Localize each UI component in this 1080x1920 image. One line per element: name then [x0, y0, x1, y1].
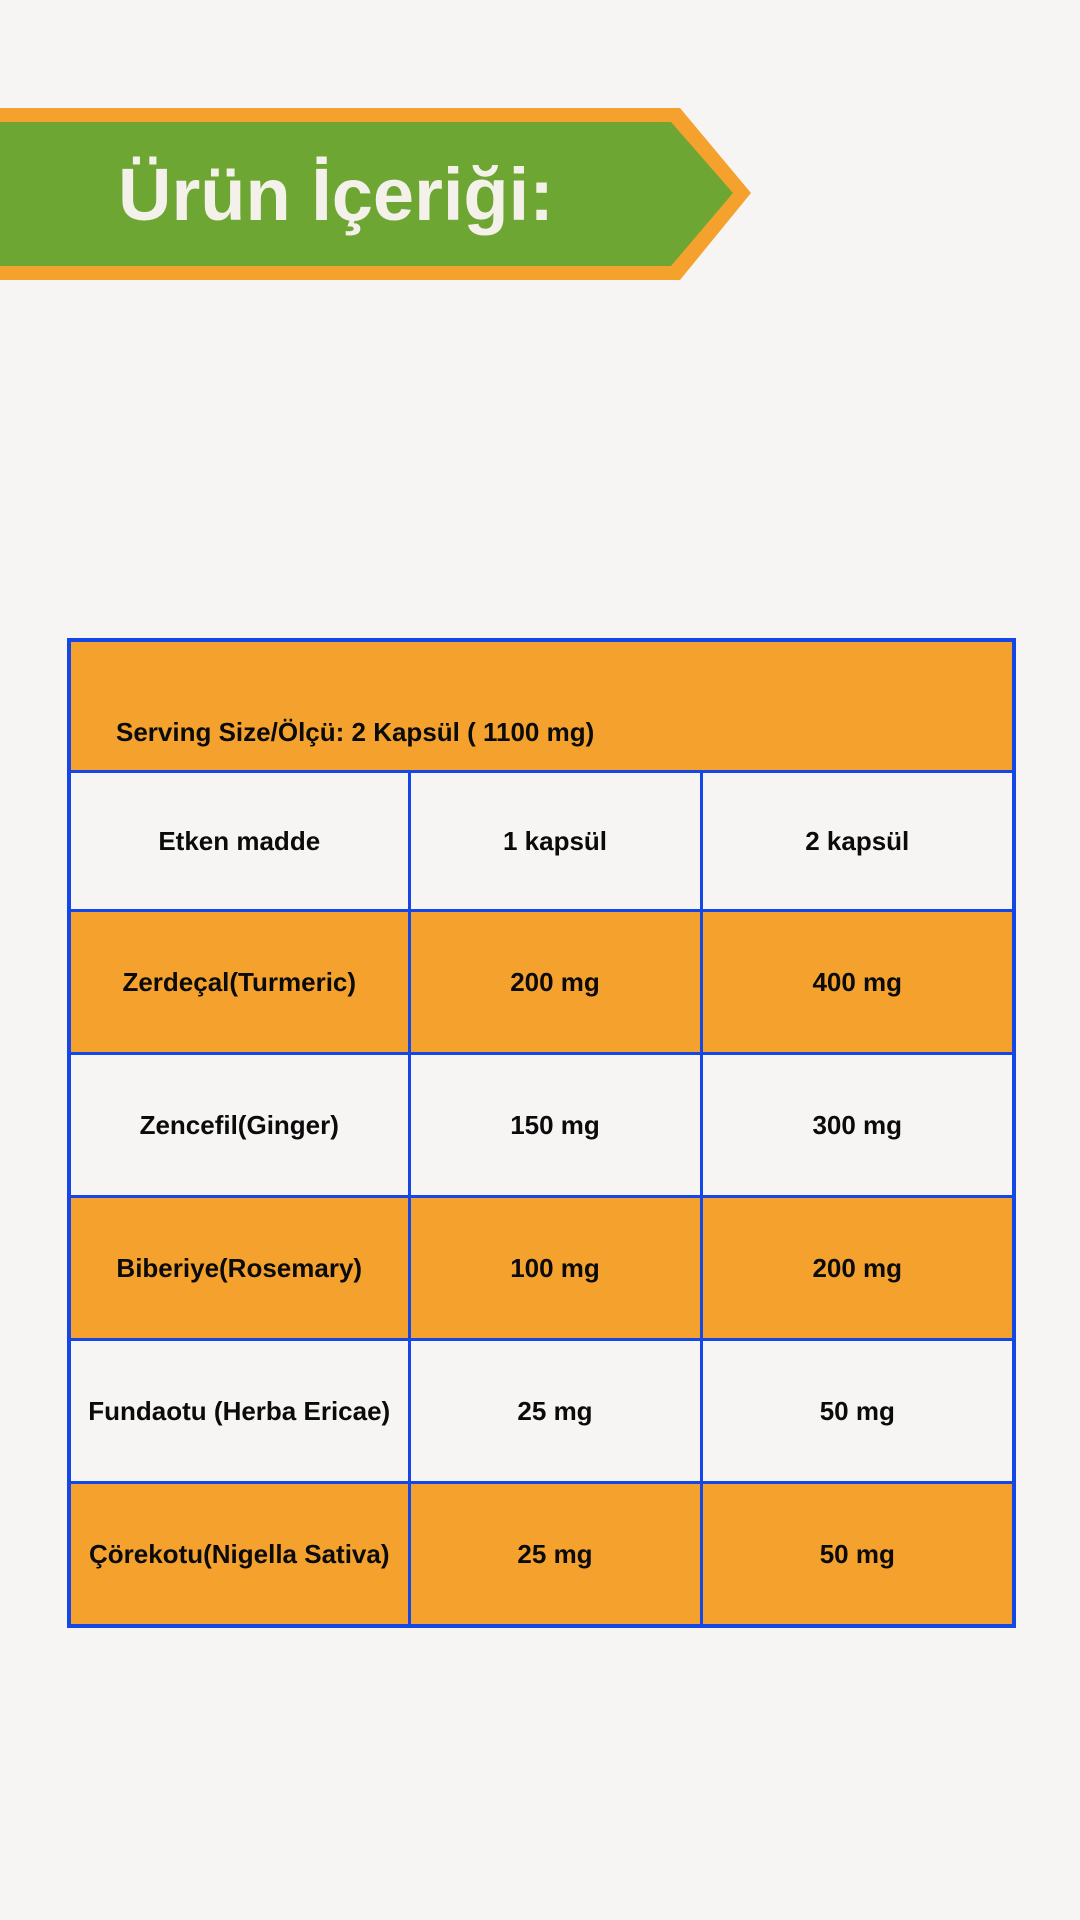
amount-two-capsules: 50 mg	[701, 1483, 1014, 1627]
page-title: Ürün İçeriği:	[118, 153, 554, 236]
table-row	[69, 1483, 1014, 1627]
amount-two-capsules: 300 mg	[701, 1054, 1014, 1197]
title-banner	[0, 0, 1080, 300]
column-header-two-capsules: 2 kapsül	[701, 772, 1014, 911]
column-header-ingredient: Etken madde	[69, 772, 409, 911]
amount-one-capsule: 25 mg	[409, 1483, 701, 1627]
amount-two-capsules: 200 mg	[701, 1197, 1014, 1340]
column-header-one-capsule: 1 kapsül	[409, 772, 701, 911]
table-row	[69, 1340, 1014, 1483]
ingredients-table	[67, 638, 1016, 1628]
column-header-row	[69, 772, 1014, 911]
table-row	[69, 911, 1014, 1054]
ingredient-name: Biberiye(Rosemary)	[69, 1197, 409, 1340]
ingredient-name: Zencefil(Ginger)	[69, 1054, 409, 1197]
amount-one-capsule: 25 mg	[409, 1340, 701, 1483]
table-row	[69, 1054, 1014, 1197]
serving-size-row	[69, 640, 1014, 772]
table-row	[69, 1197, 1014, 1340]
ingredient-name: Fundaotu (Herba Ericae)	[69, 1340, 409, 1483]
amount-one-capsule: 100 mg	[409, 1197, 701, 1340]
amount-one-capsule: 200 mg	[409, 911, 701, 1054]
ingredient-name: Çörekotu(Nigella Sativa)	[69, 1483, 409, 1627]
amount-two-capsules: 400 mg	[701, 911, 1014, 1054]
amount-one-capsule: 150 mg	[409, 1054, 701, 1197]
amount-two-capsules: 50 mg	[701, 1340, 1014, 1483]
serving-size-label: Serving Size/Ölçü: 2 Kapsül ( 1100 mg)	[69, 640, 1014, 772]
ingredient-name: Zerdeçal(Turmeric)	[69, 911, 409, 1054]
